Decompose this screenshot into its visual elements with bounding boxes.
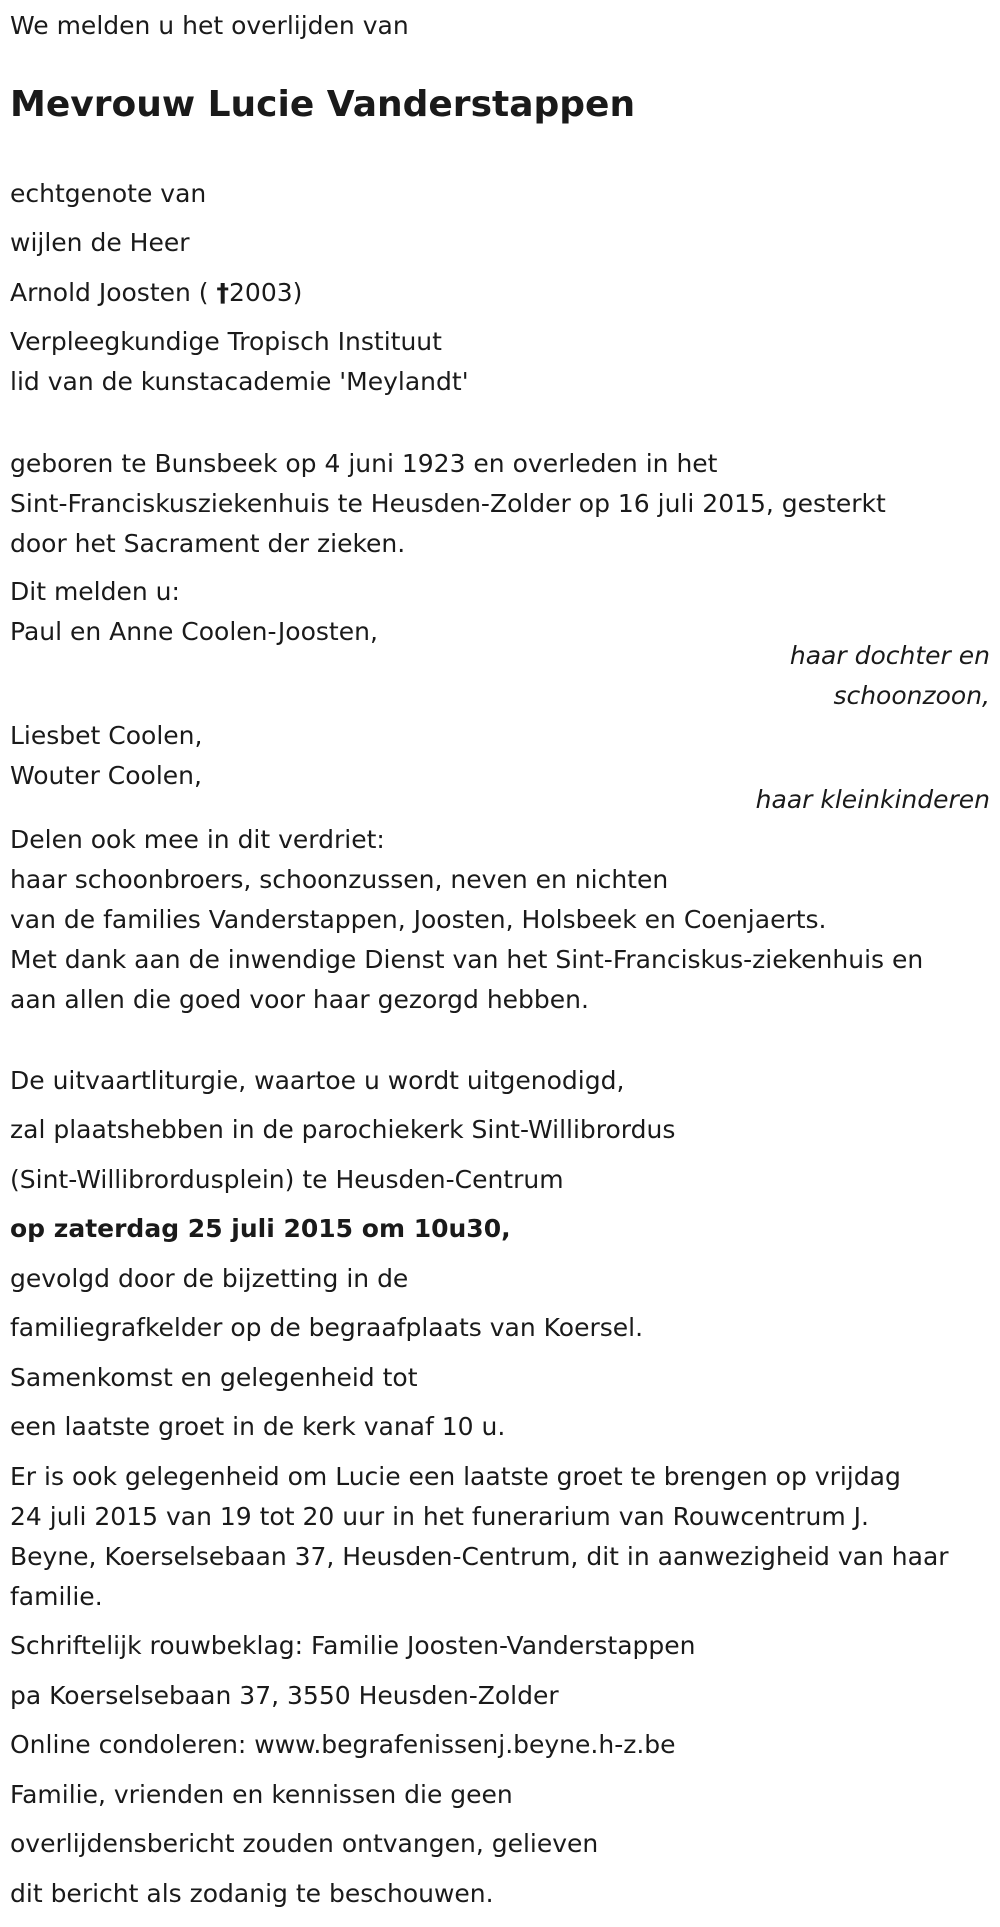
announcer-grandchildren-role: haar kleinkinderen xyxy=(755,785,990,814)
sharing-line-1: Delen ook mee in dit verdriet: xyxy=(10,825,385,854)
spouse-name-line xyxy=(10,273,302,313)
dagger-icon: † xyxy=(216,278,230,307)
announcer-daughter-role-2: schoonzoon, xyxy=(833,681,990,710)
contact-line-1: Schriftelijk rouwbeklag: Familie Joosten-Vanderstappen xyxy=(10,1631,696,1660)
contact-line-4: Familie, vrienden en kennissen die geen xyxy=(10,1780,513,1809)
visitation-line-4: familie. xyxy=(10,1582,103,1611)
spouse-line-1: echtgenote van xyxy=(10,179,207,208)
contact-line-5: overlijdensbericht zouden ontvangen, gelieven xyxy=(10,1829,599,1858)
spouse-line-2: wijlen de Heer xyxy=(10,228,190,257)
spouse-name: Arnold Joosten ( xyxy=(10,278,209,307)
intro-text: We melden u het overlijden van xyxy=(10,11,409,40)
funeral-line-1: De uitvaartliturgie, waartoe u wordt uitgenodigd, xyxy=(10,1066,625,1095)
visitation-line-2: 24 juli 2015 van 19 tot 20 uur in het funerarium van Rouwcentrum J. xyxy=(10,1502,869,1531)
announcers-intro: Dit melden u: xyxy=(10,577,180,606)
funeral-line-5: familiegrafkelder op de begraafplaats van Koersel. xyxy=(10,1313,644,1342)
funeral-line-4: gevolgd door de bijzetting in de xyxy=(10,1264,409,1293)
deceased-name-title: Mevrouw Lucie Vanderstappen xyxy=(10,84,636,125)
occupation-line-1: Verpleegkundige Tropisch Instituut xyxy=(10,327,442,356)
birth-line-1: geboren te Bunsbeek op 4 juni 1923 en overleden in het xyxy=(10,449,718,478)
sharing-line-2: haar schoonbroers, schoonzussen, neven en nichten xyxy=(10,865,669,894)
visitation-line-1: Er is ook gelegenheid om Lucie een laatste groet te brengen op vrijdag xyxy=(10,1462,901,1491)
funeral-line-7: een laatste groet in de kerk vanaf 10 u. xyxy=(10,1412,506,1441)
contact-line-2: pa Koerselsebaan 37, 3550 Heusden-Zolder xyxy=(10,1681,559,1710)
announcer-daughter-role-1: haar dochter en xyxy=(789,641,990,670)
spouse-death-year: 2003) xyxy=(229,278,303,307)
announcer-grandchild-2: Wouter Coolen, xyxy=(10,761,202,790)
funeral-line-3: (Sint-Willibrordusplein) te Heusden-Centrum xyxy=(10,1165,564,1194)
contact-line-6: dit bericht als zodanig te beschouwen. xyxy=(10,1879,494,1908)
birth-line-2: Sint-Franciskusziekenhuis te Heusden-Zolder op 16 juli 2015, gesterkt xyxy=(10,489,886,518)
visitation-line-3: Beyne, Koerselsebaan 37, Heusden-Centrum, dit in aanwezigheid van haar xyxy=(10,1542,949,1571)
contact-online-condolences: Online condoleren: www.begrafenissenj.beyne.h-z.be xyxy=(10,1730,676,1759)
sharing-line-4: Met dank aan de inwendige Dienst van het Sint-Franciskus-ziekenhuis en xyxy=(10,945,924,974)
sharing-line-5: aan allen die goed voor haar gezorgd hebben. xyxy=(10,985,589,1014)
announcer-daughter: Paul en Anne Coolen-Joosten, xyxy=(10,617,378,646)
funeral-date: op zaterdag 25 juli 2015 om 10u30, xyxy=(10,1214,511,1243)
sharing-line-3: van de families Vanderstappen, Joosten, Holsbeek en Coenjaerts. xyxy=(10,905,827,934)
announcer-grandchild-1: Liesbet Coolen, xyxy=(10,721,203,750)
birth-line-3: door het Sacrament der zieken. xyxy=(10,529,406,558)
occupation-line-2: lid van de kunstacademie 'Meylandt' xyxy=(10,367,469,396)
funeral-line-2: zal plaatshebben in de parochiekerk Sint-Willibrordus xyxy=(10,1115,676,1144)
funeral-line-6: Samenkomst en gelegenheid tot xyxy=(10,1363,418,1392)
